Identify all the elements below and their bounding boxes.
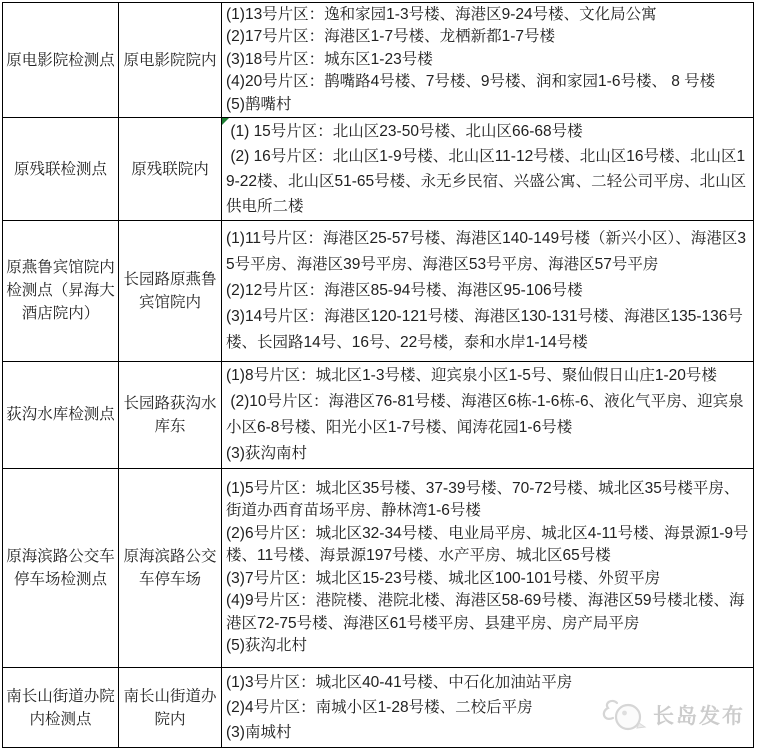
coverage-area-cell xyxy=(222,118,753,220)
checkpoint-location: 原电影院院内 xyxy=(123,51,217,69)
checkpoint-location-cell xyxy=(119,221,222,361)
coverage-area-cell xyxy=(222,469,753,667)
checkpoint-name-cell xyxy=(3,3,119,117)
checkpoint-name-cell xyxy=(3,668,119,747)
coverage-area-cell xyxy=(222,221,753,361)
coverage-item: (5)荻沟北村 xyxy=(226,637,307,655)
table-row xyxy=(3,668,753,747)
coverage-item: (1)13号片区：逸和家园1-3号楼、海港区9-24号楼、文化局公寓 xyxy=(226,5,657,23)
coverage-item: (3)18号片区：城东区1-23号楼 xyxy=(226,50,433,68)
coverage-item: (2)6号片区：城北区32-34号楼、电业局平房、城北区4-11号楼、海景源1-9号楼、11号楼、海景源197号楼、水产平房、城北区65号楼 xyxy=(226,524,749,565)
table-row xyxy=(3,221,753,362)
table-row xyxy=(3,362,753,469)
coverage-item: (4)9号片区：港院楼、港院北楼、海港区58-69号楼、海港区59号楼北楼、海港区72-75号楼、海港区61号楼平房、县建平房、房产局平房 xyxy=(226,592,745,632)
coverage-item: (3)荻沟南村 xyxy=(226,444,307,462)
coverage-item: (2)4号片区：南城小区1-28号楼、二校后平房 xyxy=(226,699,533,716)
checkpoint-location-cell xyxy=(119,362,222,468)
comment-marker-icon xyxy=(222,118,229,125)
coverage-item: (1) 15号片区：北山区23-50号楼、北山区66-68号楼 xyxy=(226,123,583,140)
coverage-area-cell xyxy=(222,362,753,468)
checkpoint-location-cell xyxy=(119,3,222,117)
checkpoint-location: 长园路原燕鲁宾馆院内 xyxy=(123,270,217,311)
checkpoint-table xyxy=(2,2,754,748)
coverage-item: (4)20号片区：鹊嘴路4号楼、7号楼、9号楼、润和家园1-6号楼、 8 号楼 xyxy=(226,73,716,91)
table-row xyxy=(3,3,753,118)
checkpoint-location: 原海滨路公交车停车场 xyxy=(123,547,217,588)
watermark-text: 长岛发布 xyxy=(653,705,745,728)
checkpoint-name-cell xyxy=(3,469,119,667)
checkpoint-name: 荻沟水库检测点 xyxy=(6,406,115,424)
checkpoint-name: 原电影院检测点 xyxy=(6,51,115,69)
checkpoint-name-cell xyxy=(3,118,119,220)
table-row xyxy=(3,118,753,221)
table-row xyxy=(3,469,753,668)
coverage-item: (2)10号片区：海港区76-81号楼、海港区6栋-1-6栋-6、液化气平房、迎宾泉小区6-8号楼、阳光小区1-7号楼、闻涛花园1-6号楼 xyxy=(226,392,744,436)
coverage-item: (2)12号片区：海港区85-94号楼、海港区95-106号楼 xyxy=(226,281,583,299)
coverage-item: (5)鹊嘴村 xyxy=(226,95,292,113)
coverage-item: (1)11号片区：海港区25-57号楼、海港区140-149号楼（新兴小区）、海港区35号平房、海港区39号平房、海港区53号平房、海港区57号平房 xyxy=(226,229,746,273)
coverage-item: (3)南城村 xyxy=(226,724,292,741)
checkpoint-location-cell xyxy=(119,469,222,667)
checkpoint-name: 南长山街道办院内检测点 xyxy=(6,687,115,728)
coverage-item: (1)5号片区：城北区35号楼、37-39号楼、70-72号楼、城北区35号楼平房、街道办西育苗场平房、静林湾1-6号楼 xyxy=(226,479,740,520)
coverage-item: (2) 16号片区：北山区1-9号楼、北山区11-12号楼、北山区16号楼、北山区19-22楼、北山区51-65号楼、永无乡民宿、兴盛公寓、二轻公司平房、北山区供电所二楼 xyxy=(226,148,747,215)
coverage-item: (1)3号片区：城北区40-41号楼、中石化加油站平房 xyxy=(226,674,573,691)
checkpoint-location-cell xyxy=(119,668,222,747)
checkpoint-location-cell xyxy=(119,118,222,220)
checkpoint-location: 长园路荻沟水库东 xyxy=(123,394,217,435)
coverage-area-cell xyxy=(222,668,753,747)
checkpoint-name-cell xyxy=(3,362,119,468)
checkpoint-location: 原残联院内 xyxy=(131,160,209,178)
checkpoint-name: 原燕鲁宾馆院内检测点（昇海大酒店院内） xyxy=(6,259,115,323)
coverage-area-cell xyxy=(222,3,753,117)
coverage-item: (2)17号片区：海港区1-7号楼、龙栖新都1-7号楼 xyxy=(226,28,555,46)
coverage-item: (3)7号片区：城北区15-23号楼、城北区100-101号楼、外贸平房 xyxy=(226,569,661,587)
checkpoint-location: 南长山街道办院内 xyxy=(123,687,217,728)
coverage-item: (1)8号片区：城北区1-3号楼、迎宾泉小区1-5号、聚仙假日山庄1-20号楼 xyxy=(226,366,717,384)
checkpoint-name: 原残联检测点 xyxy=(13,160,107,178)
checkpoint-name: 原海滨路公交车停车场检测点 xyxy=(6,547,115,588)
coverage-item: (3)14号片区：海港区120-121号楼、海港区130-131号楼、海港区135-136号楼、长园路14号、16号、22号楼，泰和水岸1-14号楼 xyxy=(226,307,743,351)
checkpoint-name-cell xyxy=(3,221,119,361)
